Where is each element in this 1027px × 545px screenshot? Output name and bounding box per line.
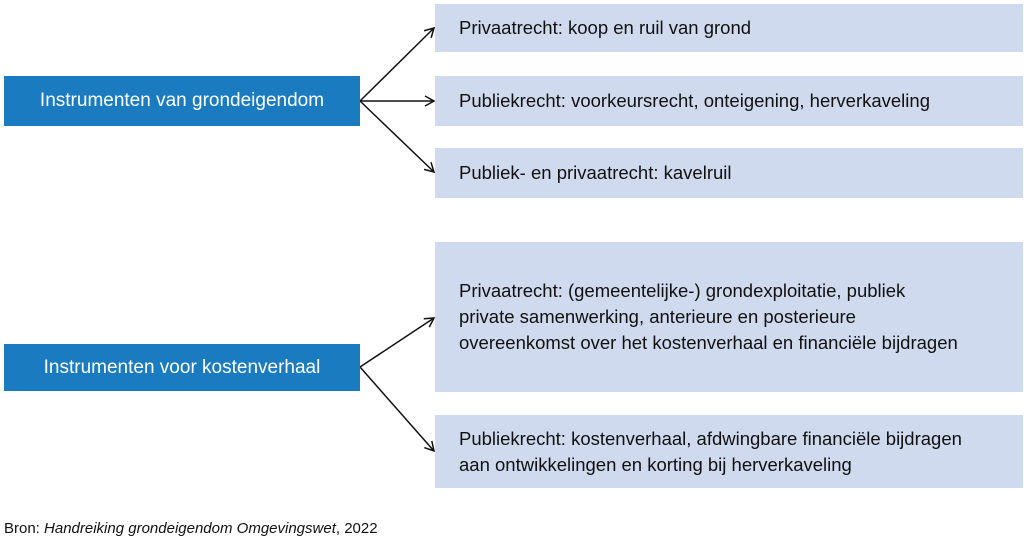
instrument-text: Publiekrecht: voorkeursrecht, onteigening, herverkaveling bbox=[459, 90, 930, 111]
instrument-text: Publiekrecht: kostenverhaal, afdwingbare financiële bijdragen aan ontwikkelingen en korting bij herverkaveling bbox=[459, 427, 962, 475]
source-caption bbox=[4, 520, 378, 537]
instrument-text: Privaatrecht: koop en ruil van grond bbox=[459, 17, 752, 38]
instrument-box bbox=[435, 148, 1023, 198]
source-year: , 2022 bbox=[335, 520, 378, 537]
instrument-box bbox=[435, 76, 1023, 126]
instrument-text: Privaatrecht: (gemeentelijke-) grondexploitatie, publiek private samenwerking, anterieure en posterieure overeenkomst over het kostenverhaal en financiële bijdragen bbox=[459, 280, 958, 353]
group-label: Instrumenten van grondeigendom bbox=[39, 90, 325, 111]
group-box-kostenverhaal bbox=[4, 344, 360, 391]
group-label: Instrumenten voor kostenverhaal bbox=[43, 356, 321, 378]
instrument-text: Publiek- en privaatrecht: kavelruil bbox=[459, 162, 732, 183]
arrow bbox=[360, 367, 434, 451]
source-prefix: Bron: bbox=[4, 520, 45, 537]
group-box-grondeigendom bbox=[4, 76, 360, 126]
instrument-box bbox=[435, 4, 1023, 52]
source-title: Handreiking grondeigendom Omgevingswet bbox=[44, 520, 336, 537]
arrow bbox=[360, 101, 434, 172]
instrument-box bbox=[435, 415, 1023, 488]
arrow bbox=[360, 318, 434, 367]
instrument-box bbox=[435, 242, 1023, 392]
arrow bbox=[360, 28, 434, 101]
